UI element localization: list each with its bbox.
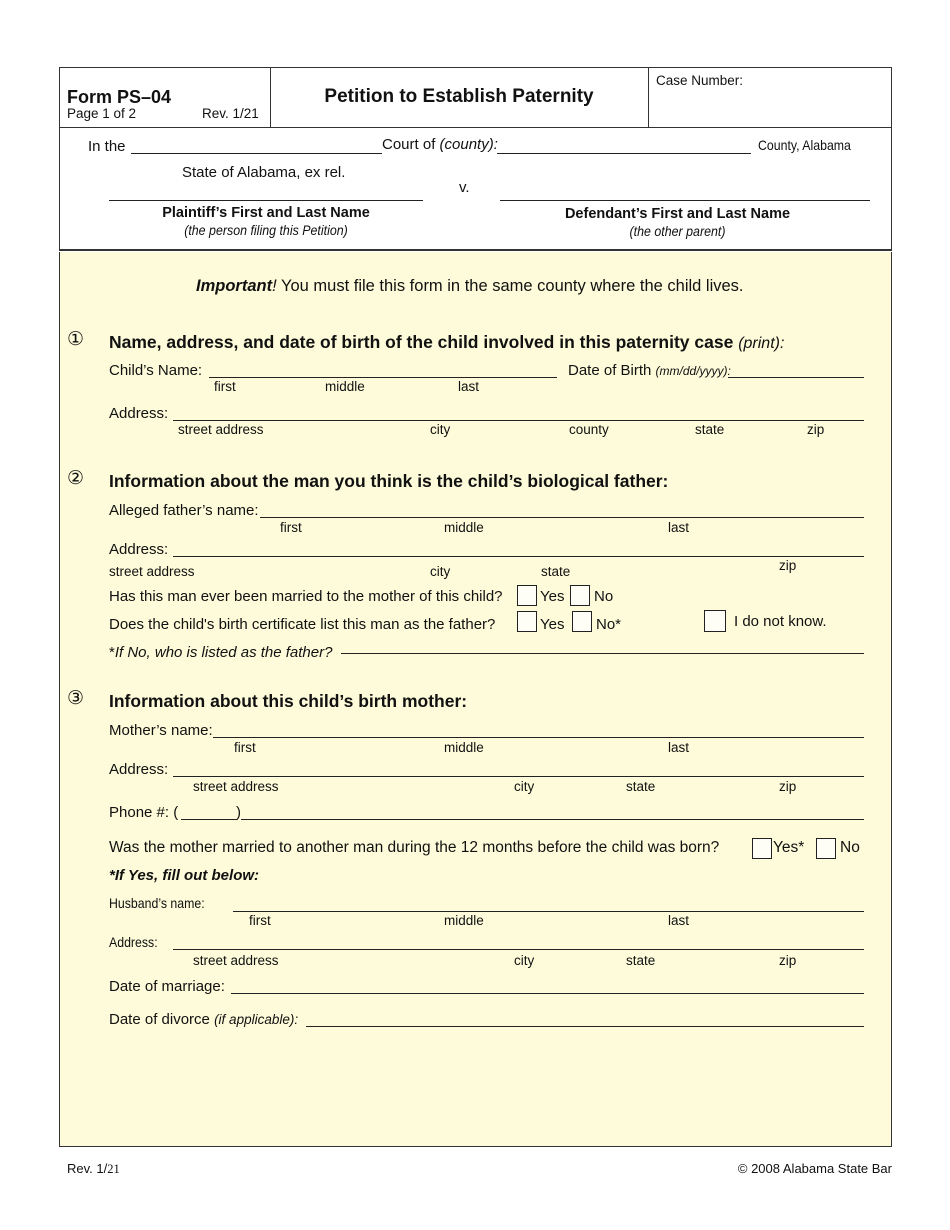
addr-part-street: street address [193, 953, 279, 968]
revision: Rev. 1/21 [202, 106, 259, 121]
father-address-label: Address: [109, 541, 169, 558]
defendant-note: (the other parent) [629, 224, 726, 239]
addr-part-state: state [626, 953, 656, 968]
addr-part-zip: zip [779, 953, 797, 968]
married-yes-label: Yes [540, 588, 565, 605]
addr-part-street: street address [193, 779, 279, 794]
versus-label: v. [459, 179, 470, 196]
father-name-label: Alleged father’s name: [109, 502, 259, 519]
name-part-last: last [458, 379, 480, 394]
birth-cert-yes-checkbox[interactable] [517, 611, 537, 632]
header-divider [648, 68, 649, 127]
name-part-last: last [668, 740, 690, 755]
child-dob-field[interactable] [728, 377, 864, 378]
section-3-number: ③ [67, 687, 85, 709]
plaintiff-label: Plaintiff’s First and Last Name [162, 205, 370, 221]
married-yes-checkbox[interactable] [517, 585, 537, 606]
name-part-middle: middle [325, 379, 365, 394]
addr-part-state: state [541, 564, 571, 579]
name-part-last: last [668, 913, 690, 928]
court-of-label: Court of (county): [382, 136, 498, 153]
phone-number-field[interactable] [241, 819, 864, 820]
date-of-divorce-label: Date of divorce (if applicable): [109, 1011, 299, 1028]
defendant-label: Defendant’s First and Last Name [564, 206, 791, 222]
if-no-label: *If No, who is listed as the father? [109, 644, 333, 661]
section-2-heading: Information about the man you think is the child’s biological father: [109, 471, 669, 491]
birth-cert-no-checkbox[interactable] [572, 611, 592, 632]
name-part-middle: middle [444, 520, 484, 535]
addr-part-street: street address [109, 564, 195, 579]
husband-address-label: Address: [109, 934, 158, 950]
father-name-field[interactable] [260, 517, 864, 518]
phone-area-code-field[interactable] [181, 819, 237, 820]
mother-married-no-label: No [840, 839, 860, 856]
phone-label: Phone #: ( [109, 804, 179, 821]
section-2-number: ② [67, 467, 85, 489]
page-number: Page 1 of 2 [67, 106, 137, 121]
section-1-heading: Name, address, and date of birth of the child involved in this paternity case (print): [109, 332, 785, 352]
section-3-heading: Information about this child’s birth mother: [109, 691, 468, 711]
addr-part-city: city [514, 779, 535, 794]
case-number-label: Case Number: [656, 73, 744, 88]
husband-address-field[interactable] [173, 949, 864, 950]
addr-part-county: county [569, 422, 609, 437]
plaintiff-name-field[interactable] [109, 200, 423, 201]
name-part-middle: middle [444, 740, 484, 755]
birth-cert-no-label: No* [596, 616, 622, 633]
mother-address-field[interactable] [173, 776, 864, 777]
name-part-first: first [234, 740, 256, 755]
addr-part-state: state [626, 779, 656, 794]
name-part-first: first [249, 913, 271, 928]
birth-certificate-question: Does the child's birth certificate list this man as the father? [109, 616, 496, 633]
page-title: Petition to Establish Paternity [324, 86, 594, 107]
mother-address-label: Address: [109, 761, 169, 778]
mother-name-label: Mother’s name: [109, 722, 213, 739]
name-part-last: last [668, 520, 690, 535]
plaintiff-note: (the person filing this Petition) [184, 223, 348, 238]
mother-married-question: Was the mother married to another man during the 12 months before the child was born? [109, 839, 720, 856]
mother-married-yes-checkbox[interactable] [752, 838, 772, 859]
mother-married-yes-label: Yes* [773, 839, 805, 856]
case-number-field[interactable] [650, 92, 888, 122]
father-address-field[interactable] [173, 556, 864, 557]
child-address-field[interactable] [173, 420, 864, 421]
married-to-mother-question: Has this man ever been married to the mother of this child? [109, 588, 503, 605]
county-alabama-label: County, Alabama [758, 137, 851, 153]
important-notice: Important! You must file this form in the same county where the child lives. [196, 277, 744, 295]
state-ex-rel-label: State of Alabama, ex rel. [182, 164, 346, 181]
defendant-name-field[interactable] [500, 200, 870, 201]
childs-name-field[interactable] [209, 377, 557, 378]
addr-part-city: city [430, 422, 451, 437]
childs-name-label: Child’s Name: [109, 362, 203, 379]
date-of-marriage-label: Date of marriage: [109, 978, 225, 995]
footer-copyright: © 2008 Alabama State Bar [737, 1161, 892, 1176]
name-part-first: first [214, 379, 236, 394]
header-rule [60, 127, 891, 128]
listed-father-field[interactable] [341, 653, 864, 654]
court-name-field[interactable] [131, 153, 382, 154]
phone-paren-close: ) [236, 804, 241, 821]
date-of-marriage-field[interactable] [231, 993, 864, 994]
county-field[interactable] [497, 153, 751, 154]
do-not-know-checkbox[interactable] [704, 610, 726, 632]
form-id: Form PS–04 [67, 87, 172, 107]
addr-part-zip: zip [779, 558, 797, 573]
do-not-know-label: I do not know. [734, 613, 827, 630]
date-of-divorce-field[interactable] [306, 1026, 864, 1027]
married-no-label: No [594, 588, 614, 605]
addr-part-city: city [430, 564, 451, 579]
name-part-middle: middle [444, 913, 484, 928]
addr-part-city: city [514, 953, 535, 968]
addr-part-zip: zip [779, 779, 797, 794]
dob-label: Date of Birth (mm/dd/yyyy): [568, 362, 731, 379]
footer-revision: Rev. 1/21 [67, 1161, 120, 1176]
birth-cert-yes-label: Yes [540, 616, 565, 633]
section-1-number: ① [67, 328, 85, 350]
married-no-checkbox[interactable] [570, 585, 590, 606]
mother-married-no-checkbox[interactable] [816, 838, 836, 859]
mother-name-field[interactable] [213, 737, 864, 738]
child-address-label: Address: [109, 405, 169, 422]
husband-name-label: Husband’s name: [109, 895, 205, 911]
husband-name-field[interactable] [233, 911, 864, 912]
addr-part-state: state [695, 422, 725, 437]
addr-part-zip: zip [807, 422, 825, 437]
in-the-label: In the [88, 138, 126, 155]
addr-part-street: street address [178, 422, 264, 437]
if-yes-instruction: *If Yes, fill out below: [109, 867, 260, 884]
name-part-first: first [280, 520, 302, 535]
